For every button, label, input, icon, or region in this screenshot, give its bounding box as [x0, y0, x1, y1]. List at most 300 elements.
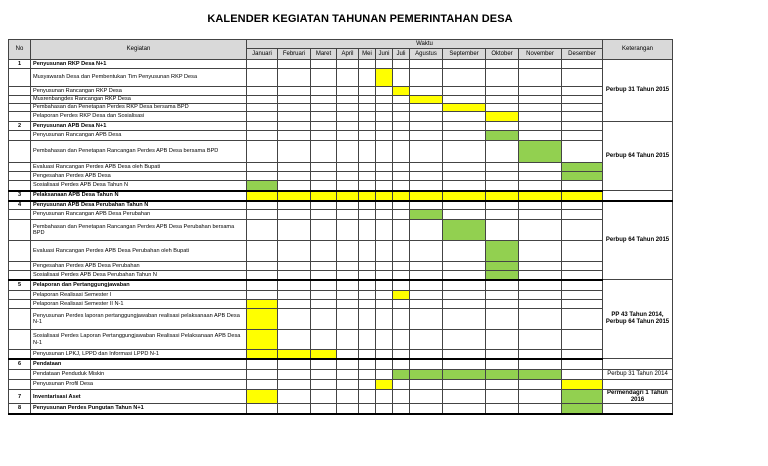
schedule-cell-empty — [337, 262, 359, 271]
schedule-cell-empty — [311, 87, 337, 96]
schedule-cell-empty — [359, 60, 376, 69]
schedule-cell-empty — [486, 69, 519, 87]
schedule-cell-empty — [278, 271, 311, 280]
schedule-cell-empty — [337, 380, 359, 390]
keterangan-note — [603, 191, 673, 201]
schedule-cell-green — [562, 404, 603, 414]
schedule-cell-empty — [337, 112, 359, 122]
schedule-cell-empty — [519, 271, 562, 280]
schedule-cell-empty — [486, 220, 519, 241]
schedule-cell-empty — [278, 112, 311, 122]
row-number — [9, 87, 31, 96]
activity-row — [9, 163, 673, 172]
row-number — [9, 131, 31, 141]
page-title: KALENDER KEGIATAN TAHUNAN PEMERINTAHAN DESA — [207, 13, 513, 25]
section-row — [9, 122, 673, 131]
activity-label: Penyusunan LPKJ, LPPD dan Informasi LPPD N-1 — [31, 350, 247, 359]
schedule-cell-empty — [410, 280, 443, 291]
schedule-cell-empty — [247, 163, 278, 172]
activity-row — [9, 350, 673, 359]
activity-label: Penyusunan Rancangan RKP Desa — [31, 87, 247, 96]
schedule-cell-empty — [486, 380, 519, 390]
schedule-cell-empty — [278, 300, 311, 309]
schedule-cell-green — [393, 370, 410, 380]
activity-row — [9, 370, 673, 380]
schedule-cell-empty — [519, 60, 562, 69]
schedule-cell-empty — [337, 300, 359, 309]
schedule-cell-empty — [443, 201, 486, 210]
schedule-cell-empty — [393, 330, 410, 350]
schedule-cell-empty — [443, 262, 486, 271]
schedule-cell-empty — [359, 181, 376, 191]
schedule-cell-empty — [393, 104, 410, 112]
schedule-cell-empty — [486, 404, 519, 414]
schedule-cell-empty — [443, 241, 486, 262]
schedule-cell-empty — [337, 87, 359, 96]
activity-label: Pengesahan Perdes APB Desa — [31, 172, 247, 181]
schedule-cell-empty — [311, 359, 337, 370]
schedule-cell-empty — [410, 87, 443, 96]
schedule-cell-empty — [486, 87, 519, 96]
schedule-cell-empty — [562, 60, 603, 69]
schedule-cell-empty — [337, 163, 359, 172]
schedule-cell-empty — [443, 300, 486, 309]
schedule-cell-empty — [443, 404, 486, 414]
schedule-cell-empty — [443, 271, 486, 280]
schedule-cell-empty — [410, 291, 443, 300]
schedule-cell-yellow — [410, 96, 443, 104]
schedule-cell-empty — [311, 241, 337, 262]
month-header: September — [443, 49, 486, 60]
schedule-cell-empty — [562, 69, 603, 87]
section-title: Penyusunan Perdes Pungutan Tahun N+1 — [31, 404, 247, 414]
schedule-cell-empty — [337, 350, 359, 359]
schedule-cell-empty — [393, 96, 410, 104]
schedule-cell-empty — [562, 330, 603, 350]
schedule-cell-empty — [519, 69, 562, 87]
schedule-cell-green — [443, 370, 486, 380]
schedule-cell-empty — [337, 69, 359, 87]
schedule-cell-yellow — [247, 350, 278, 359]
activity-label: Pelaporan Realisasi Semester I — [31, 291, 247, 300]
section-title: Penyusunan APB Desa Perubahan Tahun N — [31, 201, 247, 210]
schedule-cell-empty — [376, 370, 393, 380]
schedule-cell-empty — [359, 96, 376, 104]
activity-label: Penyusunan Rancangan APB Desa Perubahan — [31, 210, 247, 220]
schedule-cell-empty — [393, 60, 410, 69]
row-number: 8 — [9, 404, 31, 414]
schedule-cell-empty — [410, 69, 443, 87]
schedule-cell-empty — [443, 390, 486, 404]
schedule-cell-empty — [337, 131, 359, 141]
schedule-cell-empty — [278, 60, 311, 69]
schedule-cell-empty — [562, 309, 603, 330]
schedule-cell-empty — [337, 172, 359, 181]
schedule-cell-empty — [376, 359, 393, 370]
schedule-cell-empty — [393, 390, 410, 404]
row-number: 4 — [9, 201, 31, 210]
schedule-cell-empty — [337, 96, 359, 104]
schedule-cell-empty — [337, 330, 359, 350]
schedule-cell-empty — [337, 280, 359, 291]
schedule-cell-empty — [519, 309, 562, 330]
row-number: 6 — [9, 359, 31, 370]
schedule-cell-empty — [376, 404, 393, 414]
activity-label: Evaluasi Rancangan Perdes APB Desa oleh Bupati — [31, 163, 247, 172]
schedule-cell-empty — [519, 181, 562, 191]
schedule-cell-yellow — [486, 112, 519, 122]
month-header: April — [337, 49, 359, 60]
schedule-cell-empty — [410, 350, 443, 359]
schedule-cell-empty — [562, 87, 603, 96]
schedule-cell-empty — [376, 96, 393, 104]
schedule-cell-empty — [443, 359, 486, 370]
schedule-cell-empty — [376, 122, 393, 131]
schedule-cell-empty — [562, 141, 603, 163]
schedule-cell-empty — [486, 141, 519, 163]
schedule-cell-yellow — [393, 87, 410, 96]
schedule-cell-empty — [247, 131, 278, 141]
schedule-cell-empty — [410, 172, 443, 181]
schedule-cell-empty — [410, 300, 443, 309]
row-number — [9, 163, 31, 172]
schedule-cell-yellow — [410, 191, 443, 201]
schedule-cell-empty — [376, 220, 393, 241]
section-row — [9, 404, 673, 414]
schedule-cell-yellow — [393, 291, 410, 300]
schedule-cell-empty — [359, 131, 376, 141]
schedule-cell-empty — [278, 404, 311, 414]
schedule-cell-empty — [311, 201, 337, 210]
schedule-cell-empty — [359, 262, 376, 271]
schedule-cell-empty — [562, 122, 603, 131]
schedule-cell-empty — [393, 262, 410, 271]
keterangan-note: Perbup 31 Tahun 2014 — [603, 370, 673, 380]
activity-label: Musrenbangdes Rancangan RKP Desa — [31, 96, 247, 104]
schedule-cell-empty — [410, 404, 443, 414]
schedule-cell-empty — [486, 309, 519, 330]
schedule-cell-empty — [519, 404, 562, 414]
row-number: 5 — [9, 280, 31, 291]
schedule-cell-empty — [410, 131, 443, 141]
schedule-cell-empty — [247, 172, 278, 181]
schedule-cell-empty — [311, 220, 337, 241]
schedule-cell-empty — [359, 104, 376, 112]
section-title: Pelaporan dan Pertanggungjawaban — [31, 280, 247, 291]
schedule-cell-empty — [376, 280, 393, 291]
schedule-cell-empty — [376, 291, 393, 300]
schedule-cell-empty — [278, 380, 311, 390]
schedule-cell-empty — [376, 241, 393, 262]
schedule-cell-empty — [410, 122, 443, 131]
schedule-cell-green — [486, 262, 519, 271]
schedule-cell-empty — [486, 181, 519, 191]
schedule-cell-empty — [562, 131, 603, 141]
schedule-cell-empty — [278, 104, 311, 112]
schedule-cell-empty — [562, 271, 603, 280]
schedule-cell-empty — [562, 96, 603, 104]
schedule-cell-empty — [359, 359, 376, 370]
schedule-cell-empty — [359, 87, 376, 96]
row-number — [9, 112, 31, 122]
schedule-cell-empty — [311, 390, 337, 404]
schedule-cell-empty — [376, 210, 393, 220]
schedule-cell-empty — [519, 291, 562, 300]
month-header: Maret — [311, 49, 337, 60]
schedule-cell-empty — [519, 104, 562, 112]
activity-label: Evaluasi Rancangan Perdes APB Desa Perubahan oleh Bupati — [31, 241, 247, 262]
schedule-cell-empty — [443, 380, 486, 390]
activity-label: Sosialisasi Perdes APB Desa Perubahan Tahun N — [31, 271, 247, 280]
activity-row — [9, 181, 673, 191]
schedule-cell-empty — [247, 280, 278, 291]
schedule-cell-empty — [278, 220, 311, 241]
schedule-cell-empty — [359, 172, 376, 181]
schedule-cell-empty — [376, 271, 393, 280]
schedule-cell-empty — [278, 122, 311, 131]
schedule-cell-empty — [486, 60, 519, 69]
schedule-cell-green — [486, 271, 519, 280]
schedule-cell-empty — [443, 309, 486, 330]
schedule-cell-empty — [410, 60, 443, 69]
schedule-cell-empty — [519, 300, 562, 309]
schedule-cell-green — [562, 163, 603, 172]
month-header: Oktober — [486, 49, 519, 60]
schedule-cell-empty — [443, 172, 486, 181]
schedule-cell-empty — [562, 262, 603, 271]
row-number: 3 — [9, 191, 31, 201]
schedule-cell-empty — [519, 87, 562, 96]
schedule-cell-yellow — [562, 380, 603, 390]
activity-label: Sosialisasi Perdes Laporan Pertanggungjawaban Realisasi Pelaksanaan APB Desa N-1 — [31, 330, 247, 350]
month-header: Januari — [247, 49, 278, 60]
schedule-cell-empty — [247, 87, 278, 96]
schedule-cell-empty — [278, 262, 311, 271]
schedule-cell-empty — [337, 104, 359, 112]
schedule-cell-yellow — [278, 191, 311, 201]
activity-row — [9, 262, 673, 271]
schedule-cell-empty — [247, 404, 278, 414]
schedule-cell-empty — [247, 122, 278, 131]
row-number — [9, 104, 31, 112]
schedule-cell-empty — [562, 359, 603, 370]
activity-label: Sosialisasi Perdes APB Desa Tahun N — [31, 181, 247, 191]
schedule-cell-empty — [376, 141, 393, 163]
activity-row — [9, 309, 673, 330]
schedule-cell-empty — [311, 210, 337, 220]
schedule-cell-empty — [410, 181, 443, 191]
schedule-cell-yellow — [247, 330, 278, 350]
schedule-cell-empty — [443, 280, 486, 291]
schedule-cell-empty — [443, 163, 486, 172]
schedule-cell-empty — [359, 201, 376, 210]
schedule-cell-empty — [337, 291, 359, 300]
schedule-cell-empty — [519, 350, 562, 359]
schedule-cell-empty — [311, 96, 337, 104]
schedule-cell-empty — [337, 241, 359, 262]
row-number — [9, 69, 31, 87]
schedule-cell-empty — [311, 330, 337, 350]
activity-row — [9, 131, 673, 141]
schedule-cell-yellow — [519, 191, 562, 201]
schedule-cell-empty — [562, 370, 603, 380]
schedule-cell-empty — [359, 309, 376, 330]
schedule-cell-empty — [519, 330, 562, 350]
schedule-cell-empty — [359, 280, 376, 291]
keterangan-note: Perbup 31 Tahun 2015 — [603, 60, 673, 122]
schedule-cell-yellow — [247, 309, 278, 330]
schedule-cell-empty — [562, 291, 603, 300]
schedule-cell-empty — [443, 122, 486, 131]
schedule-cell-empty — [443, 210, 486, 220]
schedule-cell-empty — [410, 201, 443, 210]
activity-row — [9, 141, 673, 163]
row-number — [9, 262, 31, 271]
schedule-cell-empty — [311, 172, 337, 181]
section-row — [9, 359, 673, 370]
schedule-cell-empty — [376, 112, 393, 122]
schedule-cell-empty — [376, 350, 393, 359]
schedule-cell-empty — [393, 69, 410, 87]
row-number — [9, 330, 31, 350]
schedule-cell-empty — [359, 122, 376, 131]
keterangan-note — [603, 380, 673, 390]
schedule-cell-empty — [562, 220, 603, 241]
schedule-cell-empty — [410, 112, 443, 122]
schedule-cell-empty — [393, 210, 410, 220]
schedule-cell-empty — [486, 96, 519, 104]
schedule-cell-empty — [278, 96, 311, 104]
schedule-cell-empty — [247, 380, 278, 390]
schedule-cell-empty — [247, 104, 278, 112]
schedule-cell-empty — [519, 172, 562, 181]
row-number — [9, 291, 31, 300]
schedule-cell-empty — [359, 291, 376, 300]
schedule-cell-empty — [562, 181, 603, 191]
schedule-cell-yellow — [486, 191, 519, 201]
schedule-cell-empty — [278, 241, 311, 262]
schedule-cell-empty — [311, 181, 337, 191]
schedule-cell-empty — [486, 330, 519, 350]
schedule-cell-green — [443, 220, 486, 241]
schedule-cell-empty — [443, 87, 486, 96]
activity-calendar-table — [8, 39, 673, 415]
schedule-cell-empty — [393, 280, 410, 291]
schedule-cell-yellow — [376, 380, 393, 390]
schedule-cell-empty — [311, 262, 337, 271]
schedule-cell-yellow — [337, 191, 359, 201]
schedule-cell-empty — [311, 141, 337, 163]
activity-label: Pembahasan dan Penetapan Rancangan Perdes APB Desa Perubahan bersama BPD — [31, 220, 247, 241]
keterangan-note: Perbup 64 Tahun 2015 — [603, 201, 673, 280]
row-number — [9, 241, 31, 262]
schedule-cell-empty — [359, 390, 376, 404]
schedule-cell-empty — [247, 112, 278, 122]
activity-label: Pembahasan dan Penetapan Rancangan Perdes APB Desa bersama BPD — [31, 141, 247, 163]
schedule-cell-empty — [278, 201, 311, 210]
schedule-cell-empty — [247, 210, 278, 220]
schedule-cell-empty — [278, 69, 311, 87]
row-number — [9, 350, 31, 359]
schedule-cell-empty — [393, 172, 410, 181]
schedule-cell-empty — [337, 404, 359, 414]
schedule-cell-empty — [359, 112, 376, 122]
activity-row — [9, 210, 673, 220]
schedule-cell-empty — [247, 220, 278, 241]
month-header: Mei — [359, 49, 376, 60]
schedule-cell-empty — [359, 380, 376, 390]
schedule-cell-empty — [247, 141, 278, 163]
schedule-cell-empty — [410, 309, 443, 330]
section-row — [9, 60, 673, 69]
schedule-cell-yellow — [247, 300, 278, 309]
row-number — [9, 309, 31, 330]
schedule-cell-empty — [311, 300, 337, 309]
schedule-cell-empty — [311, 60, 337, 69]
schedule-cell-empty — [337, 359, 359, 370]
schedule-cell-empty — [337, 122, 359, 131]
schedule-cell-empty — [443, 350, 486, 359]
schedule-cell-empty — [486, 280, 519, 291]
schedule-cell-empty — [562, 201, 603, 210]
schedule-cell-empty — [393, 404, 410, 414]
schedule-cell-empty — [393, 122, 410, 131]
schedule-cell-empty — [519, 241, 562, 262]
row-number — [9, 96, 31, 104]
schedule-cell-yellow — [311, 191, 337, 201]
schedule-cell-empty — [519, 96, 562, 104]
schedule-cell-green — [410, 210, 443, 220]
section-title: Inventarisasi Aset — [31, 390, 247, 404]
schedule-cell-empty — [376, 262, 393, 271]
schedule-cell-empty — [359, 350, 376, 359]
schedule-cell-empty — [359, 69, 376, 87]
row-number — [9, 300, 31, 309]
schedule-cell-empty — [410, 220, 443, 241]
schedule-cell-empty — [376, 330, 393, 350]
schedule-cell-green — [562, 390, 603, 404]
month-header: Juli — [393, 49, 410, 60]
schedule-cell-empty — [311, 380, 337, 390]
schedule-cell-empty — [247, 262, 278, 271]
schedule-cell-empty — [519, 380, 562, 390]
schedule-cell-yellow — [376, 69, 393, 87]
schedule-cell-empty — [376, 60, 393, 69]
activity-row — [9, 69, 673, 87]
section-row — [9, 280, 673, 291]
schedule-cell-empty — [311, 122, 337, 131]
schedule-cell-empty — [393, 112, 410, 122]
activity-row — [9, 330, 673, 350]
waktu-header: Waktu — [247, 40, 603, 49]
schedule-cell-empty — [359, 271, 376, 280]
activity-label: Musyawarah Desa dan Pembentukan Tim Penyusunan RKP Desa — [31, 69, 247, 87]
schedule-cell-empty — [443, 69, 486, 87]
schedule-cell-empty — [519, 131, 562, 141]
schedule-cell-empty — [486, 210, 519, 220]
schedule-cell-empty — [562, 241, 603, 262]
schedule-cell-empty — [278, 280, 311, 291]
schedule-cell-empty — [486, 172, 519, 181]
row-number — [9, 380, 31, 390]
schedule-cell-empty — [278, 87, 311, 96]
activity-row — [9, 104, 673, 112]
schedule-cell-empty — [311, 370, 337, 380]
row-number — [9, 271, 31, 280]
schedule-cell-empty — [278, 141, 311, 163]
schedule-cell-empty — [410, 163, 443, 172]
activity-label: Pengesahan Perdes APB Desa Perubahan — [31, 262, 247, 271]
